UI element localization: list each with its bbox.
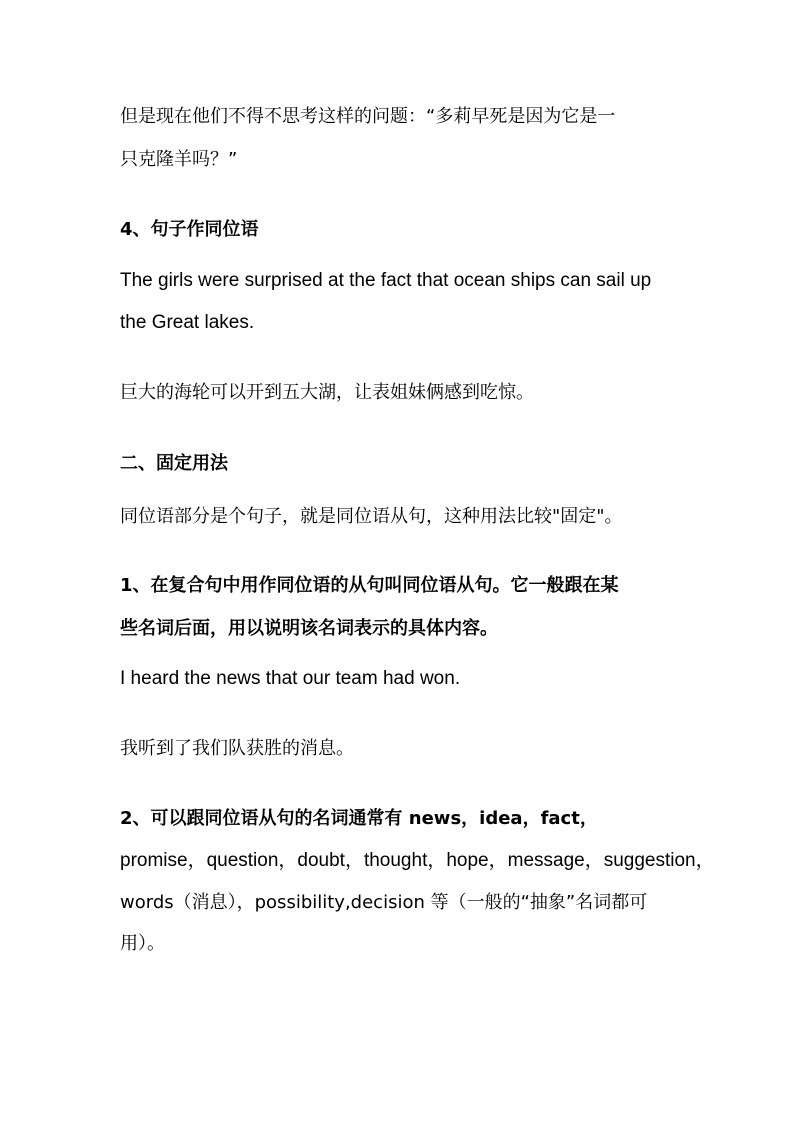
example-chinese-translation: 我听到了我们队获胜的消息。 bbox=[120, 738, 354, 759]
point-text: 2、可以跟同位语从句的名词通常有 news，idea，fact， bbox=[120, 808, 598, 829]
example-english-line: I heard the news that our team had won. bbox=[120, 668, 461, 689]
point-line: 1、在复合句中用作同位语的从句叫同位语从句。它一般跟在某 bbox=[120, 575, 619, 596]
section-heading: 二、固定用法 bbox=[120, 453, 228, 474]
section-heading: 4、句子作同位语 bbox=[120, 219, 259, 240]
point-line: 用）。 bbox=[120, 933, 165, 954]
paragraph-line: 只克隆羊吗？” bbox=[120, 149, 238, 170]
example-english-line: the Great lakes. bbox=[120, 312, 255, 333]
example-chinese-translation: 巨大的海轮可以开到五大湖，让表姐妹俩感到吃惊。 bbox=[120, 382, 534, 403]
point-line: 些名词后面，用以说明该名词表示的具体内容。 bbox=[120, 618, 498, 639]
example-english-line: The girls were surprised at the fact that ocean ships can sail up bbox=[120, 270, 652, 291]
point-line: promise，question，doubt，thought，hope，message，suggestion， bbox=[120, 850, 715, 871]
point-line: words（消息），possibility,decision 等（一般的“抽象”名词都可 bbox=[120, 892, 648, 913]
paragraph-line: 但是现在他们不得不思考这样的问题：“多莉早死是因为它是一 bbox=[120, 106, 616, 127]
point-line bbox=[120, 807, 598, 831]
paragraph-line: 同位语部分是个句子，就是同位语从句，这种用法比较"固定"。 bbox=[120, 506, 623, 527]
